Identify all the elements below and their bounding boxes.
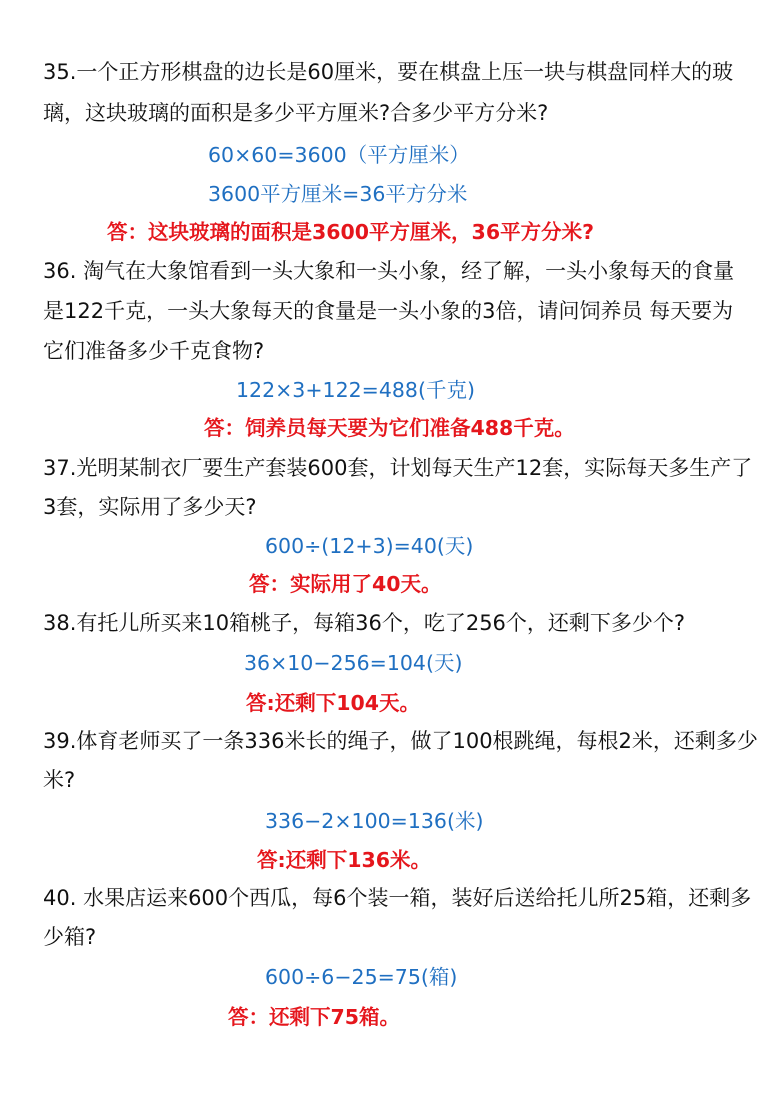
problem-36-question-line-1: 36. 淘气在大象馆看到一头大象和一头小象，经了解，一头小象每天的食量 xyxy=(43,259,735,283)
problem-38-calculation-1: 36×10−256=104(天) xyxy=(244,651,463,675)
problem-37-question-line-1: 37.光明某制衣厂要生产套装600套，计划每天生产12套，实际每天多生产了 xyxy=(43,456,753,480)
problem-37-question-line-2: 3套，实际用了多少天? xyxy=(43,495,257,519)
problem-40-question-line-2: 少箱? xyxy=(43,925,97,949)
problem-36-answer: 答：饲养员每天要为它们准备488千克。 xyxy=(204,416,575,440)
problem-39-answer: 答:还剩下136米。 xyxy=(257,848,431,872)
problem-38-answer: 答:还剩下104天。 xyxy=(246,691,420,715)
problem-36-question-line-2: 是122千克，一头大象每天的食量是一头小象的3倍，请问饲养员 每天要为 xyxy=(43,299,734,323)
problem-39-question-line-1: 39.体育老师买了一条336米长的绳子，做了100根跳绳，每根2米，还剩多少 xyxy=(43,729,758,753)
problem-39-question-line-2: 米? xyxy=(43,768,76,792)
problem-38-question-line-1: 38.有托儿所买来10箱桃子，每箱36个，吃了256个，还剩下多少个? xyxy=(43,611,686,635)
problem-40-calculation-1: 600÷6−25=75(箱) xyxy=(265,965,458,989)
problem-35-calculation-1: 60×60=3600（平方厘米） xyxy=(208,143,470,167)
problem-40-question-line-1: 40. 水果店运来600个西瓜，每6个装一箱，装好后送给托儿所25箱，还剩多 xyxy=(43,886,752,910)
problem-37-answer: 答：实际用了40天。 xyxy=(249,572,442,596)
problem-35-answer: 答：这块玻璃的面积是3600平方厘米，36平方分米? xyxy=(107,220,594,244)
problem-35-question-line-2: 璃，这块玻璃的面积是多少平方厘米?合多少平方分米? xyxy=(43,101,549,125)
problem-39-calculation-1: 336−2×100=136(米) xyxy=(265,809,484,833)
problem-37-calculation-1: 600÷(12+3)=40(天) xyxy=(265,534,474,558)
problem-35-calculation-2: 3600平方厘米=36平方分米 xyxy=(208,182,468,206)
problem-35-question-line-1: 35.一个正方形棋盘的边长是60厘米，要在棋盘上压一块与棋盘同样大的玻 xyxy=(43,60,734,84)
problem-40-answer: 答：还剩下75箱。 xyxy=(228,1005,401,1029)
problem-36-calculation-1: 122×3+122=488(千克) xyxy=(236,378,475,402)
problem-36-question-line-3: 它们准备多少千克食物? xyxy=(43,339,265,363)
